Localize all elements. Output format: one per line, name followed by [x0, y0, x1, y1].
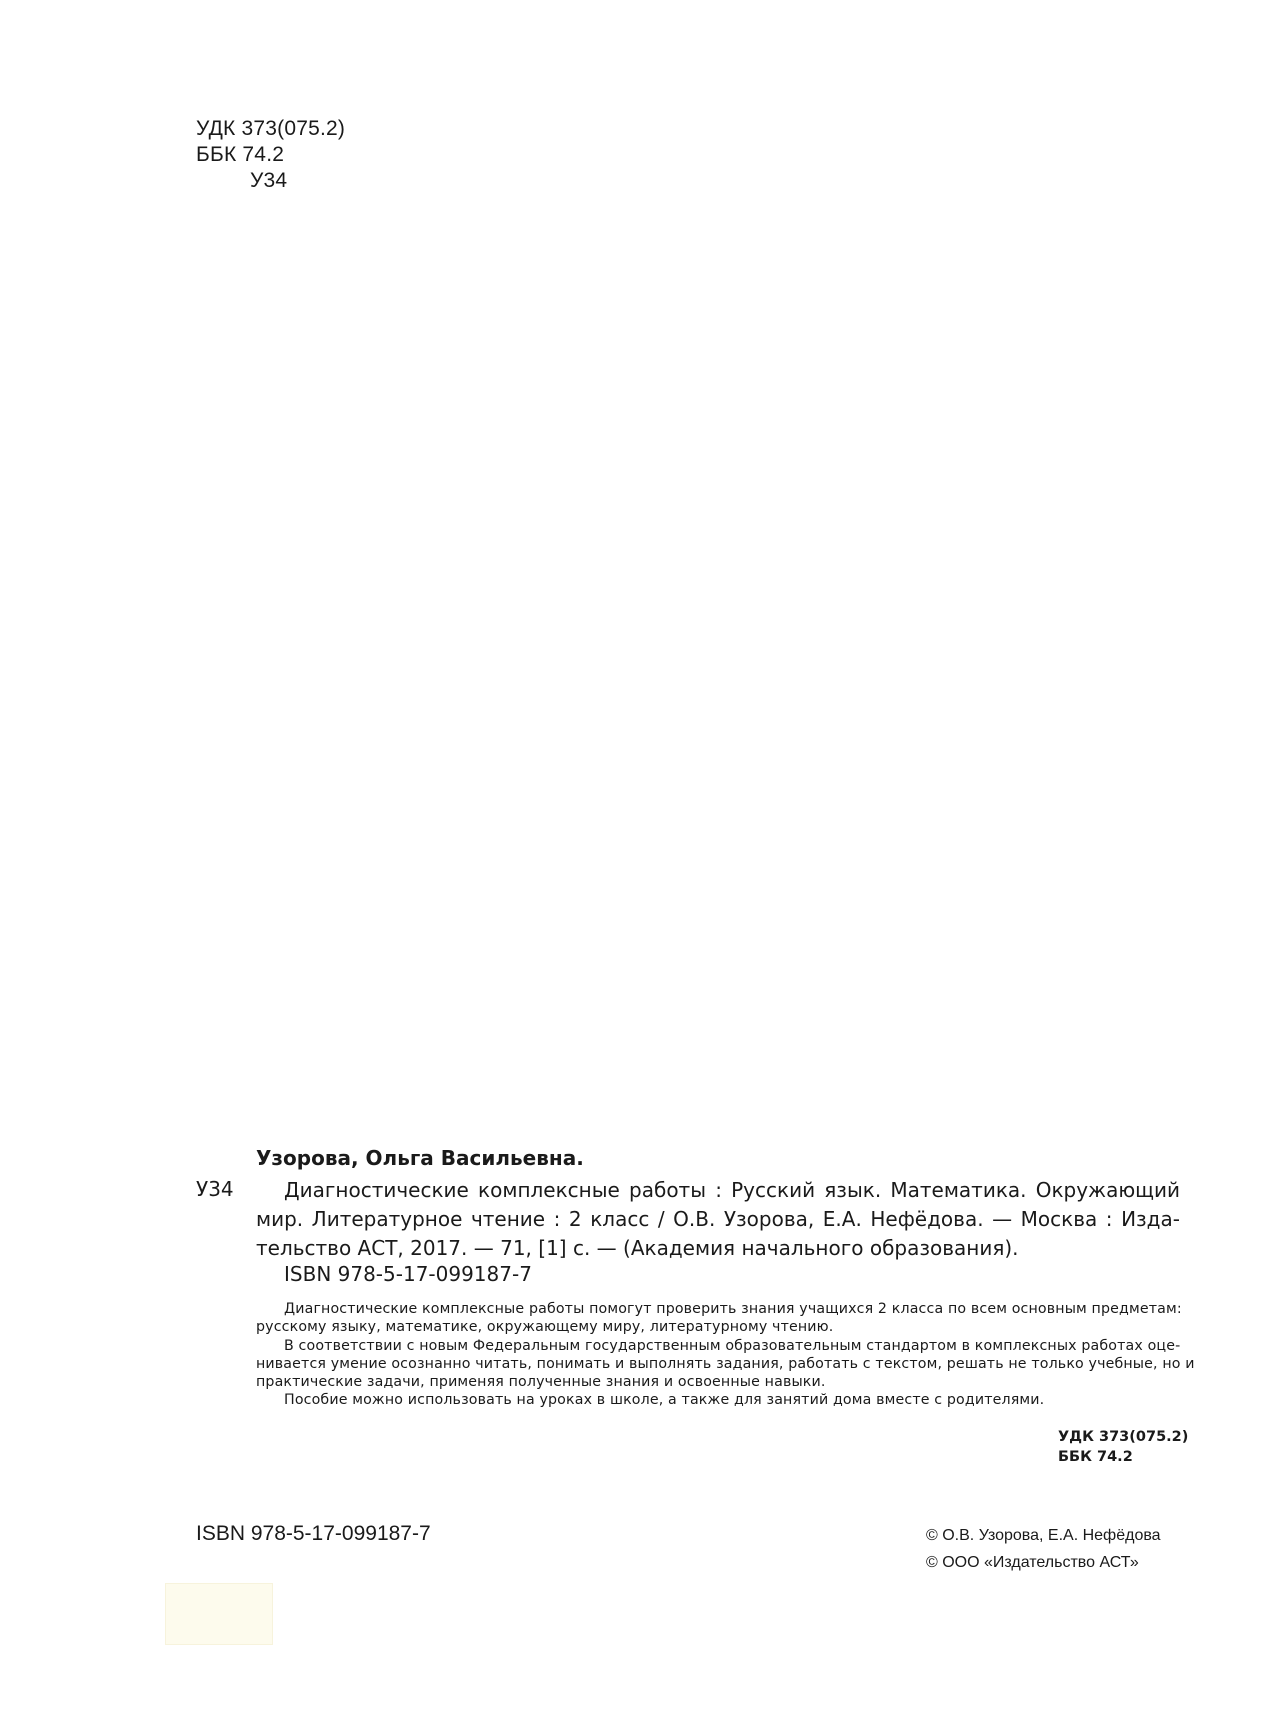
author-mark: У34 [196, 1177, 234, 1201]
copyright-publisher: © ООО «Издательство АСТ» [926, 1554, 1139, 1571]
bibliographic-description [256, 1176, 1180, 1263]
bbk-code-bottom: ББК 74.2 [1058, 1449, 1133, 1465]
annotation-line: В соответствии с новым Федеральным государственным образовательным стандартом в комплексных работах оце- [284, 1337, 1181, 1354]
udk-code: УДК 373(075.2) [196, 117, 346, 140]
annotation [256, 1300, 1195, 1410]
copyright-authors: © О.В. Узорова, Е.А. Нефёдова [926, 1527, 1161, 1544]
top-classification [196, 116, 345, 194]
udk-code-bottom: УДК 373(075.2) [1058, 1429, 1189, 1445]
bbk-code: ББК 74.2 [196, 143, 285, 166]
isbn-description: ISBN 978-5-17-099187-7 [284, 1262, 532, 1286]
biblio-line: мир. Литературное чтение : 2 класс / О.В. Узорова, Е.А. Нефёдова. — Москва : Изда- [256, 1207, 1180, 1231]
annotation-line: Диагностические комплексные работы помогут проверить знания учащихся 2 класса по всем основным предметам: [284, 1301, 1182, 1317]
annotation-line: Пособие можно использовать на уроках в школе, а также для занятий дома вместе с родителями. [284, 1392, 1045, 1409]
annotation-line: русскому языку, математике, окружающему миру, литературному чтению. [256, 1319, 834, 1336]
author-mark-code: У34 [250, 169, 288, 192]
sticker-placeholder [165, 1583, 273, 1645]
bottom-classification [1058, 1427, 1188, 1467]
biblio-line: Диагностические комплексные работы : Русский язык. Математика. Окружающий [284, 1178, 1180, 1202]
annotation-line: нивается умение осознанно читать, понимать и выполнять задания, работать с текстом, решать не только учебные, но и [256, 1355, 1195, 1372]
isbn-bottom: ISBN 978-5-17-099187-7 [196, 1522, 431, 1545]
copyrights [926, 1522, 1161, 1576]
author-name: Узорова, Ольга Васильевна. [256, 1146, 584, 1170]
biblio-line: тельство АСТ, 2017. — 71, [1] с. — (Академия начального образования). [256, 1236, 1019, 1260]
annotation-line: практические задачи, применяя полученные знания и освоенные навыки. [256, 1374, 826, 1391]
